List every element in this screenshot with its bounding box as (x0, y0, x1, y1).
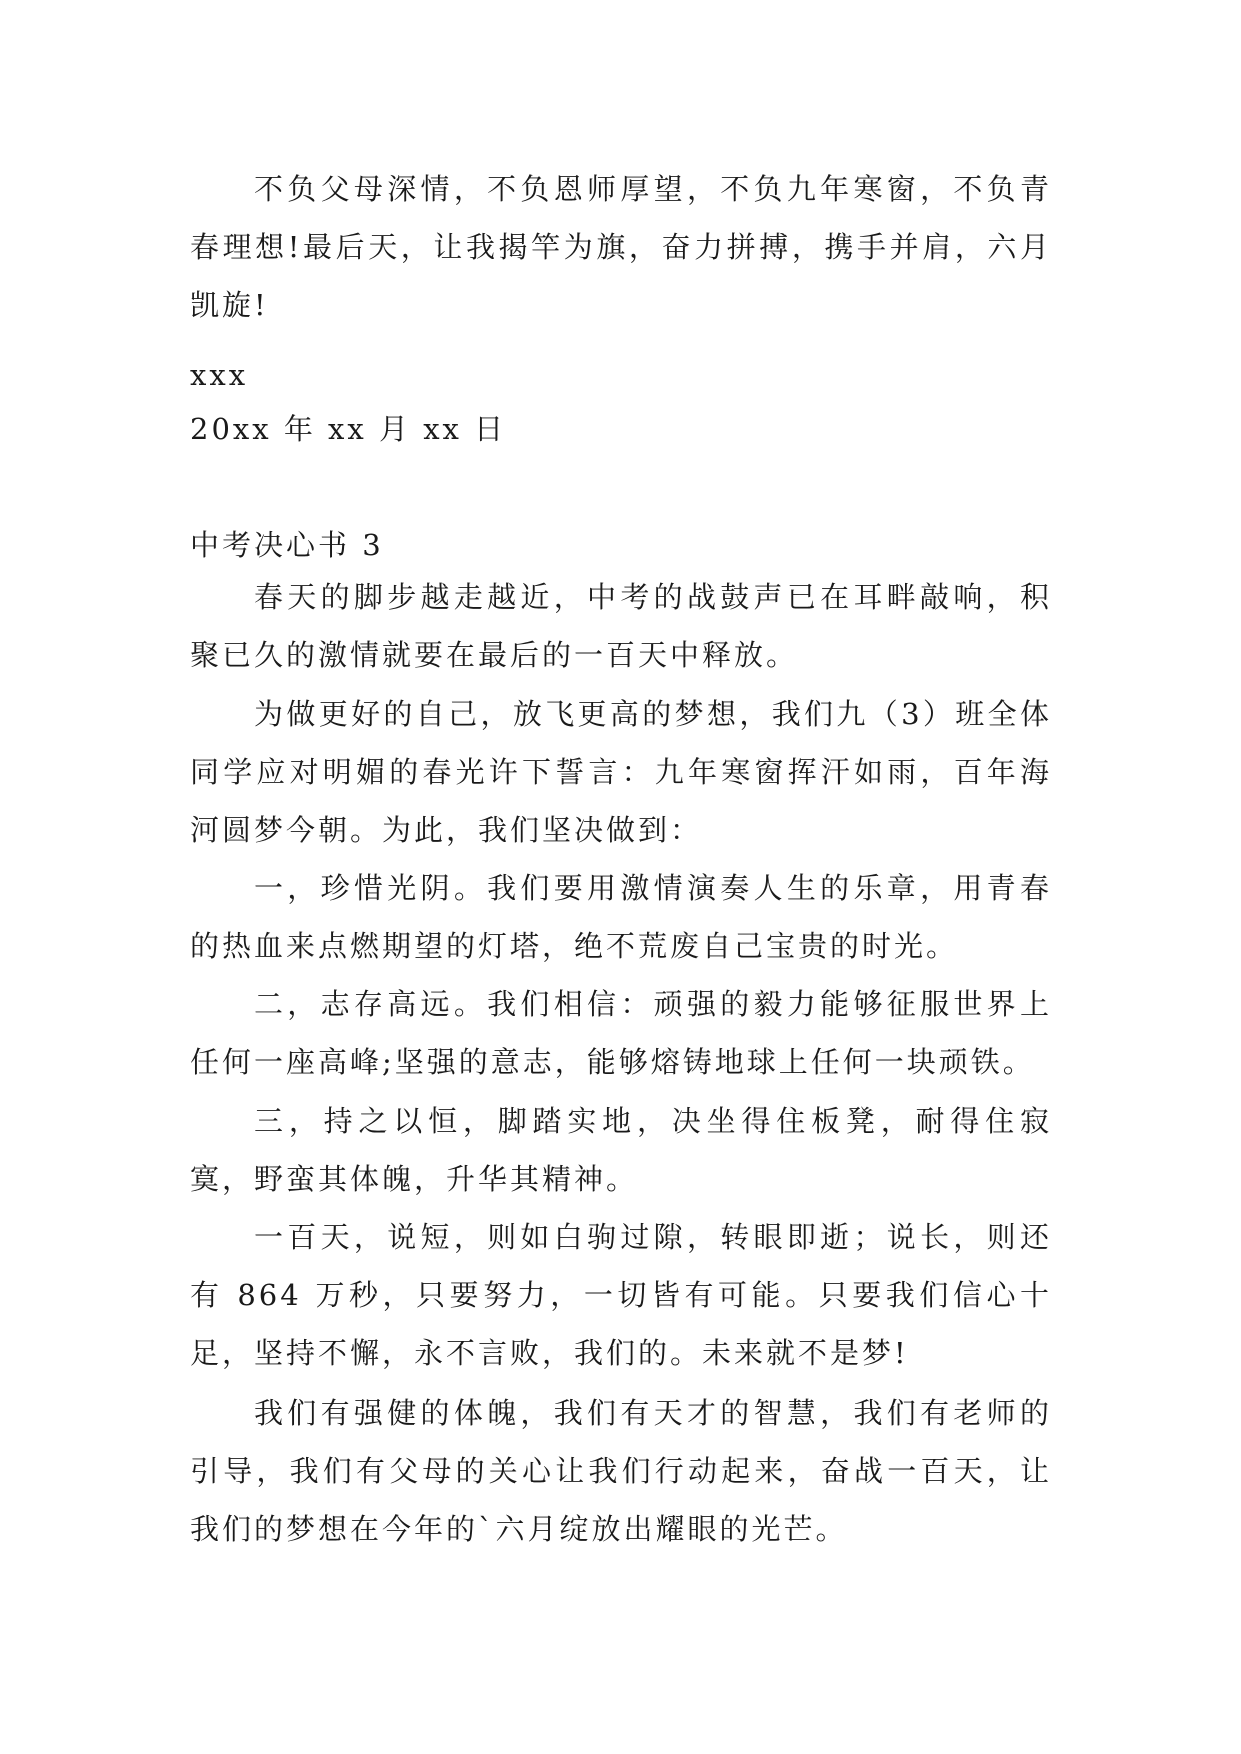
signature-date: 20xx 年 xx 月 xx 日 (190, 412, 507, 446)
body-paragraph: 二，志存高远。我们相信：顽强的毅力能够征服世界上任何一座高峰;坚强的意志，能够熔铸地球上任何一块顽铁。 (190, 987, 1052, 1079)
body-paragraph: 我们有强健的体魄，我们有天才的智慧，我们有老师的引导，我们有父母的关心让我们行动起来，奋战一百天，让我们的梦想在今年的`六月绽放出耀眼的光芒。 (190, 1396, 1052, 1546)
closing-paragraph: 不负父母深情，不负恩师厚望，不负九年寒窗，不负青春理想!最后天，让我揭竿为旗，奋力拼搏，携手并肩，六月凯旋! (190, 172, 1052, 322)
body-paragraph: 一，珍惜光阴。我们要用激情演奏人生的乐章，用青春的热血来点燃期望的灯塔，绝不荒废自己宝贵的时光。 (190, 871, 1052, 963)
section-title: 中考决心书 3 (190, 528, 384, 562)
signature-name: xxx (190, 358, 249, 392)
body-paragraph: 一百天，说短，则如白驹过隙，转眼即逝；说长，则还有 864 万秒，只要努力，一切皆有可能。只要我们信心十足，坚持不懈，永不言败，我们的。未来就不是梦! (190, 1220, 1052, 1370)
body-paragraph: 春天的脚步越走越近，中考的战鼓声已在耳畔敲响，积聚已久的激情就要在最后的一百天中释放。 (190, 580, 1052, 672)
body-paragraph: 三，持之以恒，脚踏实地，决坐得住板凳，耐得住寂寞，野蛮其体魄，升华其精神。 (190, 1104, 1052, 1196)
body-paragraph: 为做更好的自己，放飞更高的梦想，我们九（3）班全体同学应对明媚的春光许下誓言：九年寒窗挥汗如雨，百年海河圆梦今朝。为此，我们坚决做到： (190, 697, 1052, 847)
